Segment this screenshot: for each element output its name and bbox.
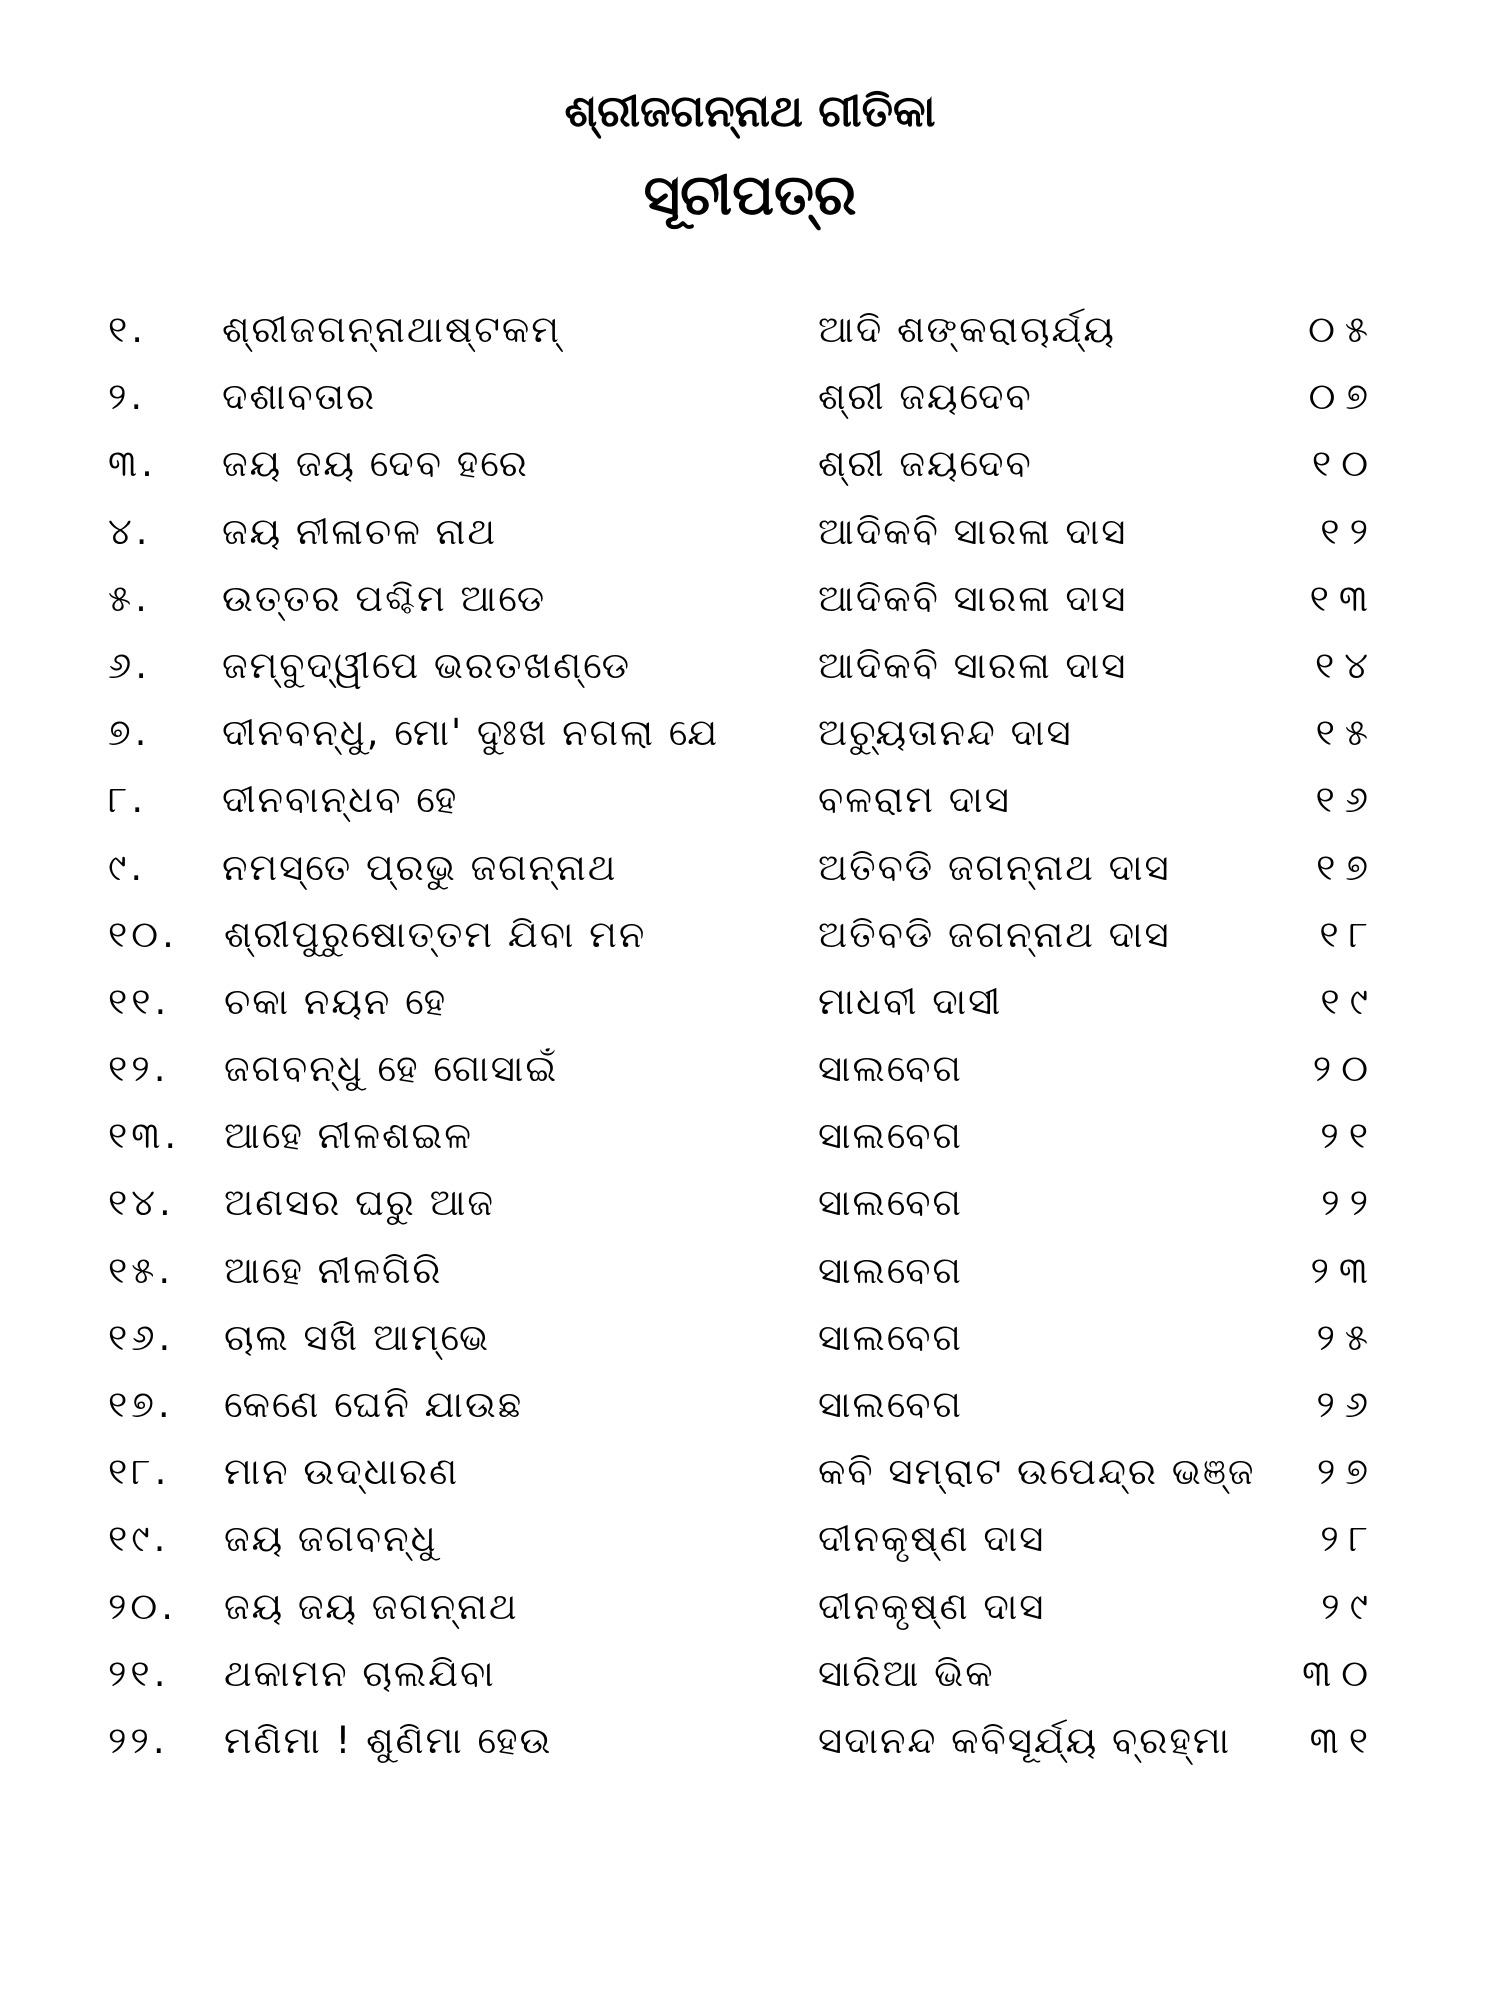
toc-row [0, 565, 1500, 632]
toc-author: ମାଧବୀ ଦାସୀ [818, 979, 1003, 1023]
toc-author: ସଦାନନ୍ଦ କବିସୂର୍ଯ୍ୟ ବ୍ରହ୍ମା [818, 1718, 1232, 1762]
toc-author: ଅଚ୍ୟୁତାନନ୍ଦ ଦାସ [818, 711, 1073, 755]
toc-author: ଶ୍ରୀ ଜୟଦେବ [818, 375, 1033, 419]
toc-row [0, 766, 1500, 833]
toc-page-number: ୧୮ [1319, 912, 1378, 956]
toc-page-number: ୨୧ [1320, 1114, 1378, 1158]
toc-author: ସାଲବେଗ [818, 1114, 963, 1158]
toc-row [0, 1304, 1500, 1371]
toc-author: ସାଲବେଗ [818, 1181, 963, 1225]
toc-page-number: ୨୭ [1316, 1450, 1378, 1494]
toc-number: ୫. [108, 576, 151, 620]
toc-author: ଆଦିକବି ସାରଳା ଦାସ [818, 509, 1128, 553]
toc-page-number: ୩୧ [1309, 1718, 1378, 1762]
toc-author: ଦୀନକୃଷ୍ଣ ଦାସ [818, 1584, 1046, 1628]
toc-page-number: ୦୭ [1308, 375, 1378, 419]
toc-row [0, 498, 1500, 565]
toc-row [0, 699, 1500, 766]
toc-number: ୪. [108, 509, 152, 553]
toc-page-number: ୧୯ [1320, 979, 1378, 1023]
toc-row [0, 1237, 1500, 1304]
toc-number: ୧୮. [108, 1450, 171, 1494]
toc-page-number: ୨୩ [1310, 1248, 1378, 1292]
book-title: ଶ୍ରୀଜଗନ୍ନାଥ ଗୀତିକା [564, 86, 936, 137]
toc-number: ୧୩. [108, 1114, 181, 1158]
toc-page-number: ୦୫ [1308, 308, 1378, 351]
toc-title: ଅଣସର ଘରୁ ଆଜ [224, 1181, 495, 1225]
toc-title: ଆହେ ନୀଳଶଇଳ [224, 1114, 473, 1158]
toc-author: ଶ୍ରୀ ଜୟଦେବ [818, 442, 1033, 486]
toc-number: ୧୨. [108, 1047, 170, 1091]
toc-page-number: ୧୬ [1315, 778, 1378, 822]
toc-title: ଆହେ ନୀଳଗିରି [224, 1248, 443, 1292]
toc-row [0, 901, 1500, 968]
toc-row [0, 296, 1500, 363]
toc-author: ଆଦି ଶଙ୍କରାଚାର୍ଯ୍ୟ [818, 308, 1116, 351]
toc-page-number: ୨୮ [1320, 1517, 1378, 1561]
toc-page-number: ୨୫ [1316, 1315, 1378, 1359]
toc-row [0, 834, 1500, 901]
toc-title: ଜୟ ଜଗବନ୍ଧୁ [224, 1517, 438, 1561]
toc-author: ସାରିଆ ଭିକ [818, 1651, 995, 1695]
toc-title: ଜୟ ନୀଳାଚଳ ନାଥ [222, 509, 498, 553]
toc-number: ୧୭. [108, 1383, 174, 1426]
toc-title: ଶ୍ରୀପୁରୁଷୋତ୍ତମ ଯିବା ମନ [224, 912, 647, 956]
toc-row [0, 1438, 1500, 1505]
toc-title: ଚାଲ ସଖି ଆମ୍ଭେ [224, 1315, 491, 1359]
toc-author: ବଳରାମ ଦାସ [818, 778, 1011, 822]
toc-author: କବି ସମ୍ରାଟ ଉପେନ୍ଦ୍ର ଭଞ୍ଜ [818, 1450, 1256, 1494]
toc-author: ଦୀନକୃଷ୍ଣ ଦାସ [818, 1517, 1046, 1561]
toc-title: ଦୀନବନ୍ଧୁ, ମୋ' ଦୁଃଖ ନଗଲା ଯେ [222, 711, 720, 755]
toc-heading: ସୂଚୀପତ୍ର [643, 163, 857, 228]
toc-author: ସାଲବେଗ [818, 1383, 963, 1426]
toc-page-number: ୧୦ [1311, 442, 1378, 486]
toc-number: ୨୦. [108, 1584, 177, 1628]
toc-number: ୩. [108, 442, 157, 486]
toc-page-number: ୧୨ [1320, 509, 1378, 553]
toc-row [0, 632, 1500, 699]
toc-row [0, 1505, 1500, 1572]
toc-title: ଉତ୍ତର ପଶ୍ଚିମ ଆଡେ [222, 576, 547, 620]
toc-page-number: ୨୦ [1312, 1047, 1378, 1091]
toc-page-number: ୧୩ [1309, 576, 1378, 620]
toc-row [0, 1371, 1500, 1438]
toc-number: ୧୬. [108, 1315, 175, 1359]
toc-title: ମଣିମା ! ଶୁଣିମା ହେଉ [224, 1718, 553, 1762]
toc-page-number: ୧୭ [1316, 845, 1378, 889]
toc-title: ଥକାମନ ଚାଲଯିବା [224, 1651, 496, 1695]
toc-row [0, 1035, 1500, 1102]
toc-number: ୨୨. [108, 1718, 169, 1762]
toc-page-number: ୨୨ [1321, 1181, 1378, 1225]
toc-row [0, 1573, 1500, 1640]
toc-author: ଅତିବଡି ଜଗନ୍ନାଥ ଦାସ [818, 912, 1171, 956]
toc-title: ଶ୍ରୀଜଗନ୍ନାଥାଷ୍ଟକମ୍ [222, 308, 561, 351]
toc-number: ୮. [108, 778, 148, 822]
toc-page-number: ୧୫ [1315, 711, 1378, 755]
toc-number: ୧୯. [108, 1517, 170, 1561]
toc-number: ୧୦. [108, 912, 178, 956]
toc-author: ସାଲବେଗ [818, 1315, 963, 1359]
toc-title: ଦୀନବାନ୍ଧବ ହେ [222, 778, 459, 822]
toc-row [0, 430, 1500, 497]
toc-page-number: ୩୦ [1302, 1651, 1378, 1695]
toc-page-number: ୨୯ [1321, 1584, 1378, 1628]
toc-title: ଜୟ ଜୟ ଜଗନ୍ନାଥ [224, 1584, 519, 1628]
toc-row [0, 1102, 1500, 1169]
toc-row [0, 363, 1500, 430]
toc-page-number: ୨୬ [1316, 1383, 1378, 1426]
toc-title: ମାନ ଉଦ୍ଧାରଣ [224, 1450, 460, 1494]
toc-number: ୧୫. [108, 1248, 175, 1292]
toc-title: ଦଶାବତାର [222, 375, 377, 419]
toc-title: ନମସ୍ତେ ପ୍ରଭୁ ଜଗନ୍ନାଥ [222, 845, 618, 889]
toc-row [0, 1640, 1500, 1707]
toc-title: ଚକା ନୟନ ହେ [224, 979, 448, 1023]
table-of-contents [0, 296, 1500, 1774]
toc-title: ଜୟ ଜୟ ଦେବ ହରେ [222, 442, 529, 486]
toc-row [0, 1169, 1500, 1236]
toc-number: ୯. [108, 845, 147, 889]
toc-page-number: ୧୪ [1315, 643, 1378, 687]
toc-number: ୬. [108, 643, 151, 687]
toc-number: ୧୪. [108, 1181, 175, 1225]
toc-number: ୭. [108, 711, 151, 755]
toc-title: ଜମ୍ବୁଦ୍ୱୀପେ ଭରତଖଣ୍ଡେ [222, 643, 632, 687]
toc-number: ୨. [108, 375, 147, 419]
toc-number: ୨୧. [108, 1651, 170, 1695]
toc-row [0, 968, 1500, 1035]
toc-number: ୧. [108, 308, 148, 351]
toc-row [0, 1707, 1500, 1774]
toc-author: ଅତିବଡି ଜଗନ୍ନାଥ ଦାସ [818, 845, 1171, 889]
toc-author: ଆଦିକବି ସାରଳା ଦାସ [818, 643, 1128, 687]
toc-author: ସାଲବେଗ [818, 1047, 963, 1091]
toc-title: କେଣେ ଘେନି ଯାଉଛ [224, 1383, 524, 1426]
toc-number: ୧୧. [108, 979, 171, 1023]
toc-author: ସାଲବେଗ [818, 1248, 963, 1292]
toc-title: ଜଗବନ୍ଧୁ ହେ ଗୋସାଇଁ [224, 1047, 559, 1091]
toc-author: ଆଦିକବି ସାରଳା ଦାସ [818, 576, 1128, 620]
